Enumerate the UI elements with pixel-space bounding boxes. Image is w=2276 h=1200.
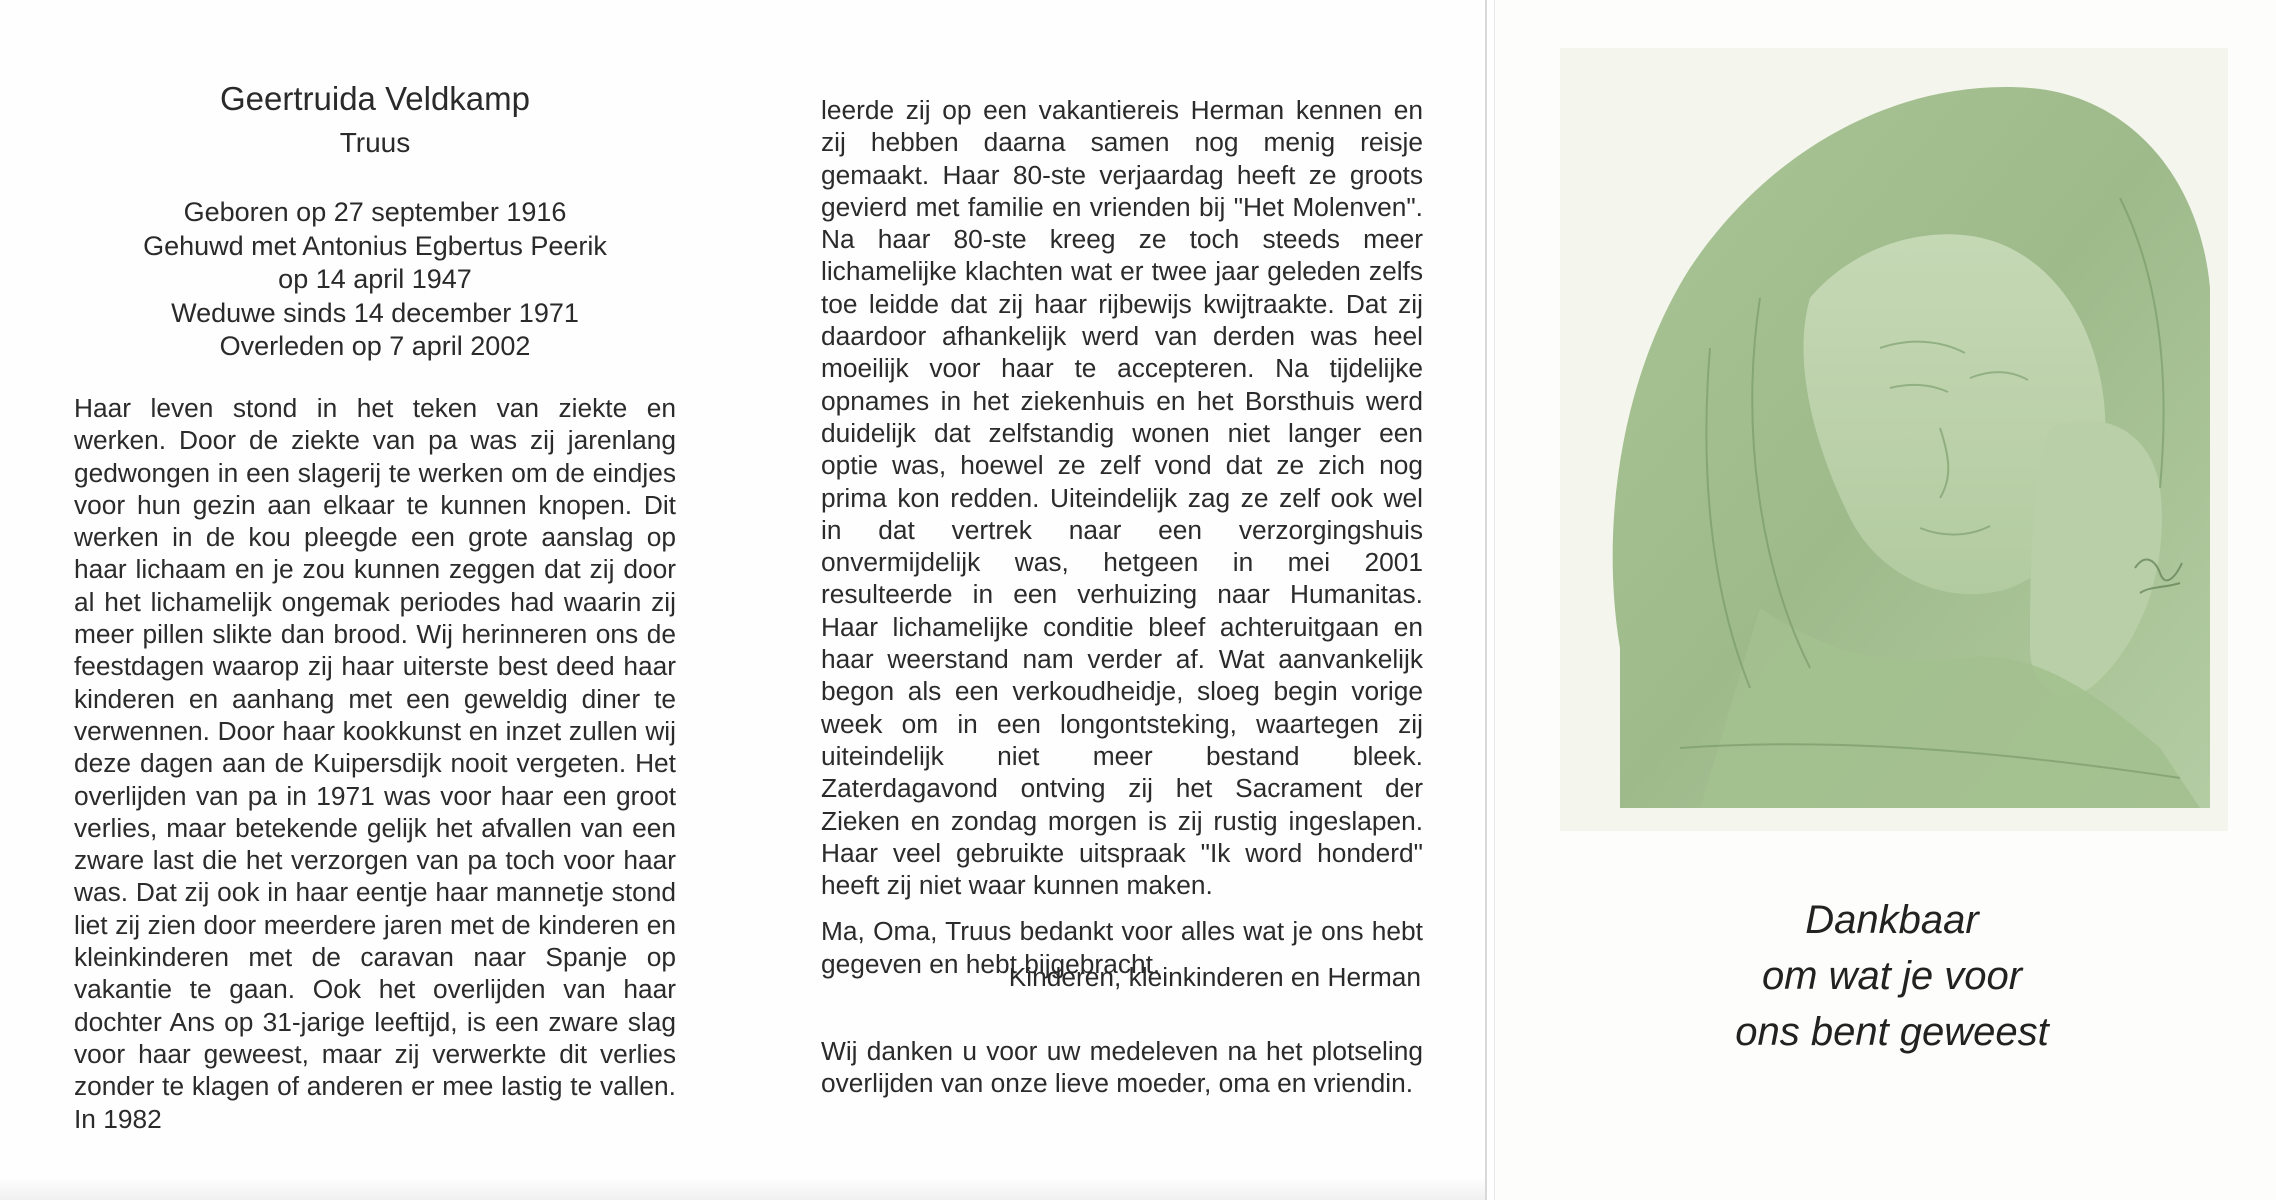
madonna-sketch-drawing <box>1560 48 2228 831</box>
page-edge-shadow <box>0 1178 740 1200</box>
family-signature: Kinderen, kleinkinderen en Herman <box>1008 962 1421 992</box>
fold-line <box>1485 0 1487 1200</box>
biography-part-2 <box>821 94 1423 980</box>
fold-line <box>1494 0 1495 1200</box>
birth-line: Geboren op 27 september 1916 <box>183 197 567 227</box>
life-facts <box>120 196 630 364</box>
thanks-note: Wij danken u voor uw medeleven na het plotseling overlijden van onze lieve moeder, oma en vriendin. <box>821 1036 1423 1099</box>
biography-part-1 <box>74 392 676 1135</box>
left-panel <box>0 0 740 1200</box>
marriage-date-line: op 14 april 1947 <box>278 264 472 294</box>
quote-line: Dankbaar <box>1805 898 1979 942</box>
nickname: Truus <box>339 127 411 158</box>
marriage-line: Gehuwd met Antonius Egbertus Peerik <box>143 230 607 261</box>
memorial-quote <box>1662 892 2122 1060</box>
biography-paragraph: leerde zij op een vakantiereis Herman kennen en zij hebben daarna samen nog menig reisje gemaakt. Haar 80-ste verjaardag heeft ze groots gevierd met familie en vrienden bij "Het Molenven". Na haar 80-ste kreeg ze toch steeds meer lichamelijke klachten wat er twee jaar geleden zelfs toe leidde dat zij haar rijbewijs kwijtraakte. Dat zij daardoor afhankelijk werd van derden was heel moeilijk voor haar te accepteren. Na tijdelijke opnames in het ziekenhuis en het Borsthuis werd duidelijk dat zelfstandig wonen niet langer een optie was, hoewel ze zelf vond dat ze zich nog prima kon redden. Uiteindelijk zag ze zelf ook wel in dat vertrek naar een verzorgingshuis onvermijdelijk was, hetgeen in mei 2001 resulteerde in een verhuizing naar Humanitas. Haar lichamelijke conditie bleef achteruitgaan en haar weerstand nam verder af. Wat aanvankelijk begon als een verkoudheidje, sloeg begin vorige week om in een longontsteking, waartegen zij uiteindelijk niet meer bestand bleek. Zaterdagavond ontving zij het Sacrament der Zieken en zondag morgen is zij rustig ingeslapen. Haar veel gebruikte uitspraak "Ik word honderd" heeft zij niet waar kunnen maken. <box>821 95 1423 901</box>
widow-line: Weduwe sinds 14 december 1971 <box>171 297 579 328</box>
biography-paragraph: Haar leven stond in het teken van ziekte en werken. Door de ziekte van pa was zij jarenlang gedwongen in een slagerij te werken om de eindjes voor hun gezin aan elkaar te kunnen knopen. Dit werken in de kou pleegde een grote aanslag op haar lichaam en je zou kunnen zeggen dat zij door al het lichamelijk ongemak periodes had waarin zij meer pillen slikte dan brood. Wij herinneren ons de feestdagen waarop zij haar uiterste best deed haar kinderen en aanhang met een geweldig diner te verwennen. Door haar kookkunst en inzet zullen wij deze dagen aan de Kuipersdijk nooit vergeten. Het overlijden van pa in 1971 was voor haar een groot verlies, maar betekende gelijk het afvallen van een zware last die het verzorgen van pa toch voor haar was. Dat zij ook in haar eentje haar mannetje stond liet zij zien door meerdere jaren met de kinderen en kleinkinderen met de caravan naar Spanje op vakantie te gaan. Ook het overlijden van haar dochter Ans op 31-jarige leeftijd, is een zware slag voor haar geweest, maar zij verwerkte dit verlies zonder te klagen of anderen er mee lastig te vallen. In 1982 <box>74 393 676 1134</box>
middle-panel <box>740 0 1485 1200</box>
deceased-name: Geertruida Veldkamp <box>219 80 530 117</box>
quote-line: om wat je voor <box>1761 954 2023 998</box>
farewell-paragraph: Ma, Oma, Truus bedankt voor alles wat je ons hebt gegeven en hebt bijgebracht. <box>821 916 1423 979</box>
quote-line: ons bent geweest <box>1735 1010 2049 1054</box>
page-edge-shadow <box>740 1178 1485 1200</box>
death-line: Overleden op 7 april 2002 <box>219 331 531 361</box>
madonna-sketch-image <box>1560 48 2228 831</box>
